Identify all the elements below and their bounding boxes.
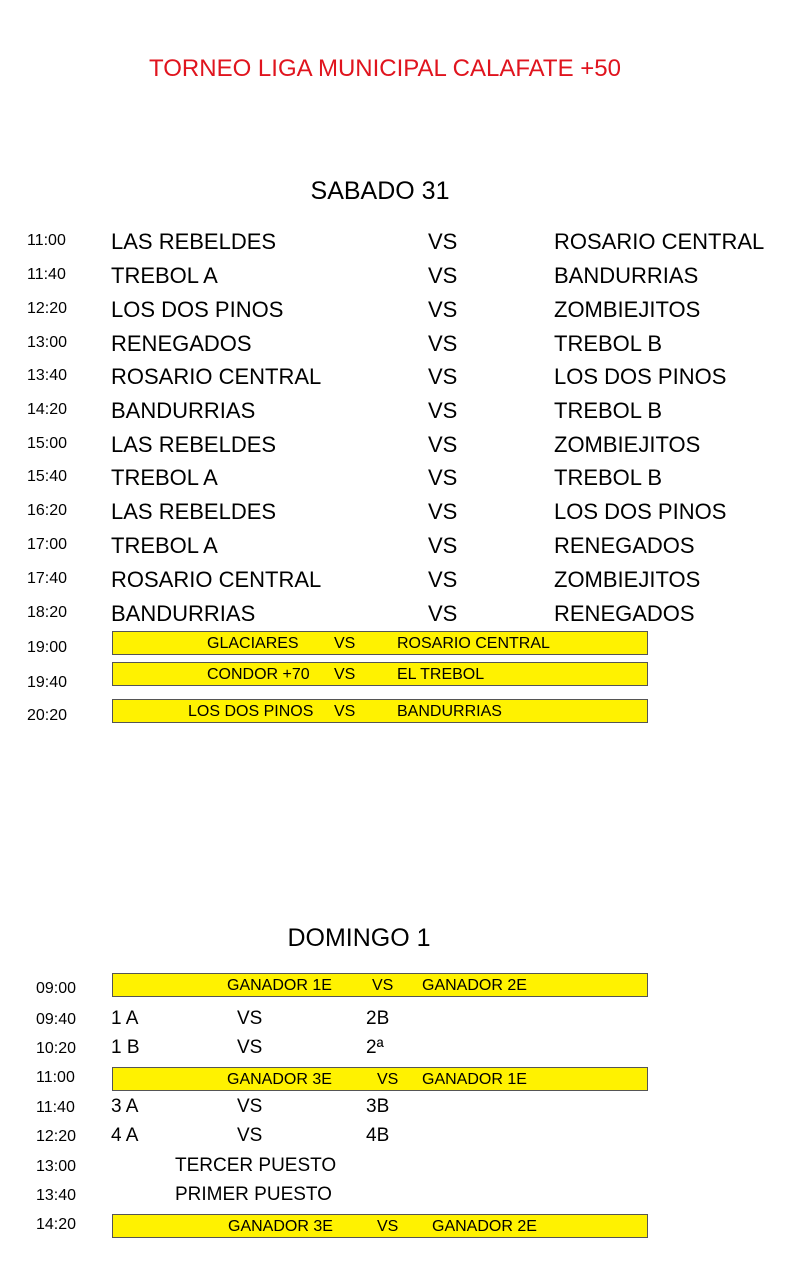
match-time: 15:00 (27, 435, 68, 452)
match-time: 13:00 (36, 1158, 77, 1175)
vs-label: VS (428, 432, 458, 457)
match-time: 11:40 (36, 1099, 75, 1116)
away-team: BANDURRIAS (397, 703, 502, 720)
home-team: 4 A (111, 1125, 139, 1146)
vs-label: VS (428, 398, 458, 423)
vs-label: VS (377, 1071, 399, 1088)
vs-label: VS (428, 533, 458, 558)
away-team: EL TREBOL (397, 666, 485, 683)
match-time: 09:00 (36, 980, 77, 997)
home-team: CONDOR +70 (207, 666, 310, 683)
vs-label: VS (334, 703, 356, 720)
placement-match-label: TERCER PUESTO (175, 1155, 337, 1176)
vs-label: VS (237, 1125, 263, 1146)
match-row (0, 297, 791, 331)
highlighted-match (112, 1214, 648, 1238)
match-row (0, 229, 791, 263)
saturday-heading: SABADO 31 (310, 177, 450, 205)
match-time: 13:40 (36, 1187, 77, 1204)
match-time: 11:00 (27, 232, 66, 249)
away-team: TREBOL B (554, 398, 662, 423)
away-team: ZOMBIEJITOS (554, 432, 701, 457)
vs-label: VS (334, 635, 356, 652)
vs-label: VS (428, 499, 458, 524)
vs-label: VS (372, 977, 394, 994)
home-team: 1 B (111, 1037, 140, 1058)
vs-label: VS (237, 1008, 263, 1029)
match-time: 17:00 (27, 536, 68, 553)
vs-label: VS (428, 263, 458, 288)
match-time: 11:00 (36, 1069, 75, 1086)
home-team: GLACIARES (207, 635, 299, 652)
highlighted-match (112, 1067, 648, 1091)
highlighted-match (112, 662, 648, 686)
home-team: ROSARIO CENTRAL (111, 364, 322, 389)
match-time: 16:20 (27, 502, 68, 519)
away-team: GANADOR 2E (422, 977, 527, 994)
match-time: 15:40 (27, 468, 68, 485)
match-row (0, 1008, 791, 1036)
match-time: 17:40 (27, 570, 68, 587)
match-time: 19:40 (27, 674, 68, 691)
away-team: BANDURRIAS (554, 263, 699, 288)
vs-label: VS (237, 1096, 263, 1117)
match-row (0, 567, 791, 601)
match-row (0, 263, 791, 297)
match-row (0, 601, 791, 635)
away-team: ROSARIO CENTRAL (554, 229, 765, 254)
away-team: 2B (366, 1008, 390, 1029)
vs-label: VS (334, 666, 356, 683)
away-team: 2ª (366, 1037, 384, 1058)
sunday-heading: DOMINGO 1 (287, 924, 431, 952)
away-team: ZOMBIEJITOS (554, 567, 701, 592)
away-team: LOS DOS PINOS (554, 499, 727, 524)
match-time: 10:20 (36, 1040, 77, 1057)
home-team: RENEGADOS (111, 331, 252, 356)
home-team: 1 A (111, 1008, 139, 1029)
vs-label: VS (428, 567, 458, 592)
match-row (0, 364, 791, 398)
match-time: 18:20 (27, 604, 68, 621)
match-time: 14:20 (36, 1216, 77, 1233)
match-row (0, 398, 791, 432)
home-team: ROSARIO CENTRAL (111, 567, 322, 592)
highlighted-match (112, 973, 648, 997)
match-time: 20:20 (27, 707, 68, 724)
away-team: ZOMBIEJITOS (554, 297, 701, 322)
highlighted-match (112, 699, 648, 723)
away-team: RENEGADOS (554, 601, 695, 626)
away-team: ROSARIO CENTRAL (397, 635, 550, 652)
match-row (0, 1184, 791, 1212)
home-team: BANDURRIAS (111, 601, 256, 626)
vs-label: VS (428, 465, 458, 490)
match-time: 13:40 (27, 367, 68, 384)
match-row (0, 1037, 791, 1065)
vs-label: VS (428, 601, 458, 626)
match-row (0, 331, 791, 365)
away-team: TREBOL B (554, 331, 662, 356)
page-title: TORNEO LIGA MUNICIPAL CALAFATE +50 (149, 55, 621, 82)
vs-label: VS (237, 1037, 263, 1058)
vs-label: VS (428, 364, 458, 389)
match-row (0, 1096, 791, 1124)
match-time: 11:40 (27, 266, 66, 283)
home-team: 3 A (111, 1096, 139, 1117)
match-row (0, 499, 791, 533)
away-team: GANADOR 1E (422, 1071, 527, 1088)
home-team: GANADOR 1E (227, 977, 332, 994)
match-time: 13:00 (27, 334, 68, 351)
home-team: TREBOL A (111, 465, 218, 490)
match-time: 12:20 (36, 1128, 77, 1145)
away-team: LOS DOS PINOS (554, 364, 727, 389)
vs-label: VS (428, 297, 458, 322)
away-team: 4B (366, 1125, 390, 1146)
match-time: 09:40 (36, 1011, 77, 1028)
home-team: LOS DOS PINOS (111, 297, 284, 322)
match-time: 12:20 (27, 300, 68, 317)
match-row (0, 465, 791, 499)
away-team: GANADOR 2E (432, 1218, 537, 1235)
home-team: LAS REBELDES (111, 229, 277, 254)
match-row (0, 432, 791, 466)
placement-match-label: PRIMER PUESTO (175, 1184, 332, 1205)
home-team: LAS REBELDES (111, 432, 277, 457)
highlighted-match (112, 631, 648, 655)
home-team: TREBOL A (111, 533, 218, 558)
home-team: LOS DOS PINOS (188, 703, 314, 720)
match-time: 19:00 (27, 639, 68, 656)
vs-label: VS (428, 331, 458, 356)
match-row (0, 1155, 791, 1183)
away-team: 3B (366, 1096, 390, 1117)
vs-label: VS (377, 1218, 399, 1235)
home-team: GANADOR 3E (228, 1218, 333, 1235)
away-team: RENEGADOS (554, 533, 695, 558)
vs-label: VS (428, 229, 458, 254)
match-time: 14:20 (27, 401, 68, 418)
match-row (0, 1125, 791, 1153)
home-team: TREBOL A (111, 263, 218, 288)
home-team: GANADOR 3E (227, 1071, 332, 1088)
home-team: BANDURRIAS (111, 398, 256, 423)
home-team: LAS REBELDES (111, 499, 277, 524)
away-team: TREBOL B (554, 465, 662, 490)
match-row (0, 533, 791, 567)
